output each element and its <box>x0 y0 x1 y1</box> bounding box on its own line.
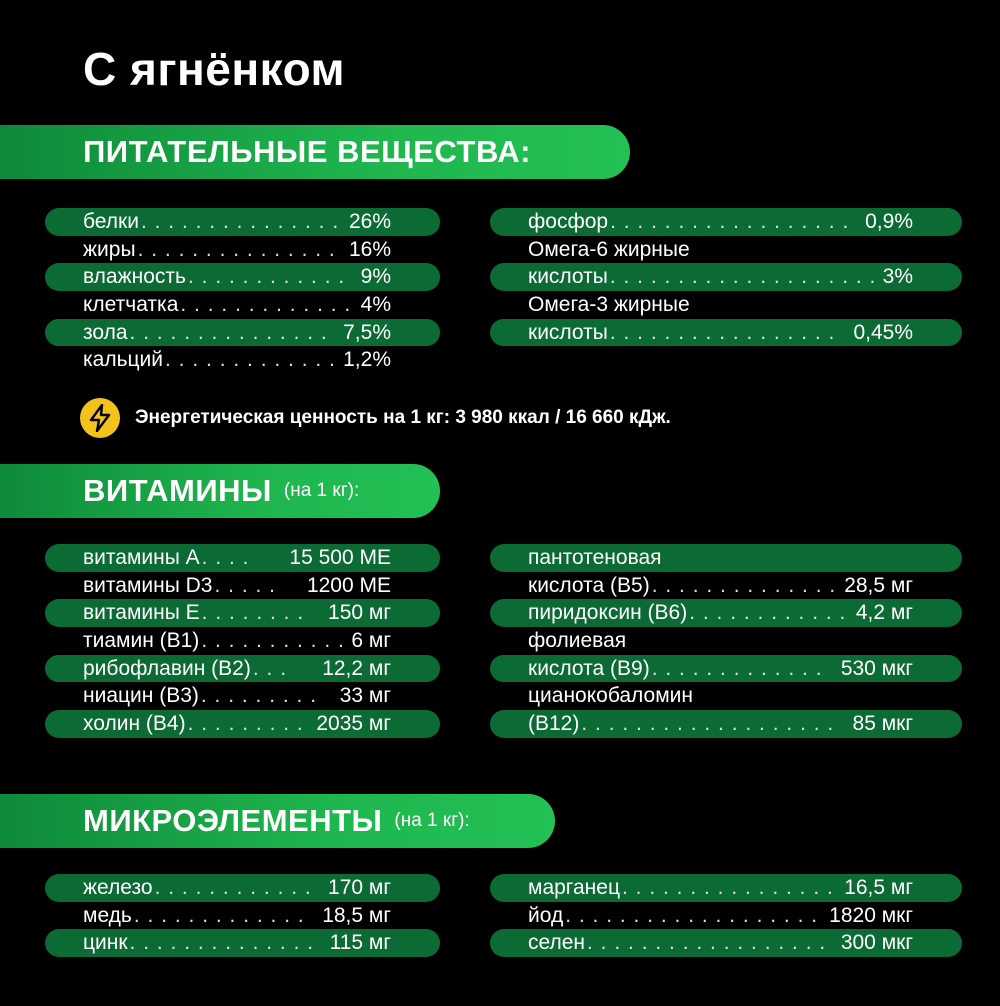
energy-text: Энергетическая ценность на 1 кг: 3 980 ккал / 16 660 кДж. <box>135 407 671 428</box>
list-item <box>490 319 962 347</box>
item-label: кислота (В5) <box>528 573 650 597</box>
item-label: витамины D3 <box>83 573 213 597</box>
item-label: пиридоксин (В6) <box>528 601 688 625</box>
list-item <box>490 599 962 627</box>
list-item <box>490 291 962 319</box>
list-item <box>45 572 440 600</box>
list-item <box>45 682 440 710</box>
item-label: фосфор <box>528 209 609 233</box>
list-item <box>45 627 440 655</box>
leader-dots: . . . . . . . . . . . . . . . <box>140 209 340 233</box>
leader-dots: . . . . . . . . . . . . . . . . . . <box>610 209 850 233</box>
item-value: 3% <box>882 265 913 289</box>
list-item <box>490 710 962 738</box>
list-item <box>490 929 962 957</box>
item-label: белки <box>83 209 139 233</box>
item-value: 7,5% <box>343 320 391 344</box>
item-label: клетчатка <box>83 292 179 316</box>
item-label: йод <box>528 903 564 927</box>
leader-dots: . . . . . . . . . . . . . <box>133 903 305 927</box>
leader-dots: . . . . . . . . . . . . . . . . . . . <box>565 903 819 927</box>
item-label: Омега-6 жирные <box>528 237 690 261</box>
list-item <box>45 710 440 738</box>
leader-dots: . . . . . . . . . . . . . <box>165 348 336 372</box>
leader-dots: . . . . . . . . . . . . . . . <box>137 237 336 261</box>
list-item <box>45 346 440 374</box>
leader-dots: . . . . . . . . . . . . . . <box>651 573 837 597</box>
minerals-heading: МИКРОЭЛЕМЕНТЫ <box>83 803 383 838</box>
item-value: 1200 МЕ <box>306 573 391 597</box>
vitamins-header <box>0 464 440 518</box>
item-label: (В12) <box>528 711 580 735</box>
list-item <box>45 655 440 683</box>
leader-dots: . . . . . . . . . . . . . . <box>129 931 315 955</box>
item-value: 16,5 мг <box>844 875 913 899</box>
lightning-icon <box>80 398 120 438</box>
vitamins-right-column <box>490 544 962 738</box>
list-item <box>490 236 962 264</box>
leader-dots: . . . . . . . . . . . . . . . . <box>621 875 834 899</box>
item-label: медь <box>83 903 132 927</box>
vitamins-subheading: (на 1 кг): <box>283 480 360 501</box>
item-label: тиамин (В1) <box>83 628 200 652</box>
leader-dots: . . . . . . . . . . . . . . . . . . . <box>581 711 835 735</box>
list-item <box>45 929 440 957</box>
item-label: Омега-3 жирные <box>528 292 690 316</box>
list-item <box>490 655 962 683</box>
item-label: витамины А <box>83 545 200 569</box>
item-value: 530 мкг <box>840 656 913 680</box>
item-label: кислоты <box>528 265 608 289</box>
item-value: 4,2 мг <box>855 601 913 625</box>
item-value: 6 мг <box>351 628 391 652</box>
item-label: цианокобаломин <box>528 684 693 708</box>
item-value: 170 мг <box>328 875 391 899</box>
leader-dots: . . . <box>252 656 288 680</box>
list-item <box>45 902 440 930</box>
item-label: кислота (В9) <box>528 656 650 680</box>
list-item <box>45 291 440 319</box>
item-value: 12,2 мг <box>322 656 391 680</box>
vitamins-left-column <box>45 544 440 738</box>
leader-dots: . . . . . . . . . . . . . <box>180 292 352 316</box>
leader-dots: . . . . . . . . . <box>187 711 304 735</box>
leader-dots: . . . . . <box>214 573 277 597</box>
nutrients-header <box>0 125 630 179</box>
nutrients-left-column <box>45 208 440 374</box>
leader-dots: . . . . . . . . . . . <box>201 628 345 652</box>
list-item <box>45 208 440 236</box>
item-value: 85 мкг <box>852 711 913 735</box>
item-label: пантотеновая <box>528 545 662 569</box>
list-item <box>490 263 962 291</box>
item-value: 16% <box>348 237 391 261</box>
list-item <box>45 263 440 291</box>
nutrients-heading: ПИТАТЕЛЬНЫЕ ВЕЩЕСТВА: <box>83 134 531 169</box>
leader-dots: . . . . <box>201 545 250 569</box>
leader-dots: . . . . . . . . . . . . <box>188 265 346 289</box>
item-label: железо <box>83 875 153 899</box>
minerals-header <box>0 794 555 848</box>
item-value: 150 мг <box>328 601 391 625</box>
list-item <box>490 208 962 236</box>
list-item <box>490 544 962 572</box>
page-title: С ягнёнком <box>83 43 346 95</box>
item-label: влажность <box>83 265 186 289</box>
item-label: зола <box>83 320 128 344</box>
leader-dots: . . . . . . . . . . . . . . . <box>129 320 328 344</box>
list-item <box>45 599 440 627</box>
item-value: 0,9% <box>865 209 913 233</box>
energy-value-block <box>80 398 671 438</box>
item-label: селен <box>528 931 586 955</box>
item-label: кальций <box>83 348 164 372</box>
leader-dots: . . . . . . . . . . . . <box>689 601 847 625</box>
list-item <box>490 627 962 655</box>
item-value: 115 мг <box>329 931 391 955</box>
item-value: 1,2% <box>343 348 391 372</box>
minerals-subheading: (на 1 кг): <box>394 810 470 831</box>
list-item <box>490 874 962 902</box>
item-label: цинк <box>83 931 128 955</box>
item-value: 9% <box>360 265 391 289</box>
minerals-left-column <box>45 874 440 957</box>
list-item <box>490 902 962 930</box>
nutrients-right-column <box>490 208 962 346</box>
item-label: холин (В4) <box>83 711 186 735</box>
item-label: витамины Е <box>83 601 200 625</box>
item-value: 4% <box>360 292 391 316</box>
item-value: 0,45% <box>853 320 913 344</box>
item-label: фолиевая <box>528 628 627 652</box>
list-item <box>490 572 962 600</box>
item-value: 1820 мкг <box>829 903 913 927</box>
leader-dots: . . . . . . . . . . . . . <box>651 656 823 680</box>
item-value: 26% <box>348 209 391 233</box>
leader-dots: . . . . . . . . . . . . . . . . . . <box>587 931 827 955</box>
item-value: 28,5 мг <box>844 573 913 597</box>
item-label: марганец <box>528 875 620 899</box>
list-item <box>45 874 440 902</box>
item-value: 2035 мг <box>316 711 391 735</box>
item-value: 15 500 МЕ <box>289 545 391 569</box>
leader-dots: . . . . . . . . . . . . . . . . . <box>609 320 836 344</box>
list-item <box>45 319 440 347</box>
item-value: 18,5 мг <box>322 903 391 927</box>
item-label: ниацин (В3) <box>83 684 199 708</box>
minerals-right-column <box>490 874 962 957</box>
leader-dots: . . . . . . . . <box>201 601 305 625</box>
item-label: жиры <box>83 237 136 261</box>
item-value: 33 мг <box>339 684 391 708</box>
list-item <box>490 682 962 710</box>
item-value: 300 мкг <box>840 931 913 955</box>
leader-dots: . . . . . . . . . . . . <box>154 875 312 899</box>
item-label: рибофлавин (В2) <box>83 656 251 680</box>
list-item <box>45 236 440 264</box>
leader-dots: . . . . . . . . . <box>200 684 318 708</box>
leader-dots: . . . . . . . . . . . . . . . . . . . . <box>609 265 877 289</box>
vitamins-heading: ВИТАМИНЫ <box>83 473 272 508</box>
list-item <box>45 544 440 572</box>
item-label: кислоты <box>528 320 608 344</box>
